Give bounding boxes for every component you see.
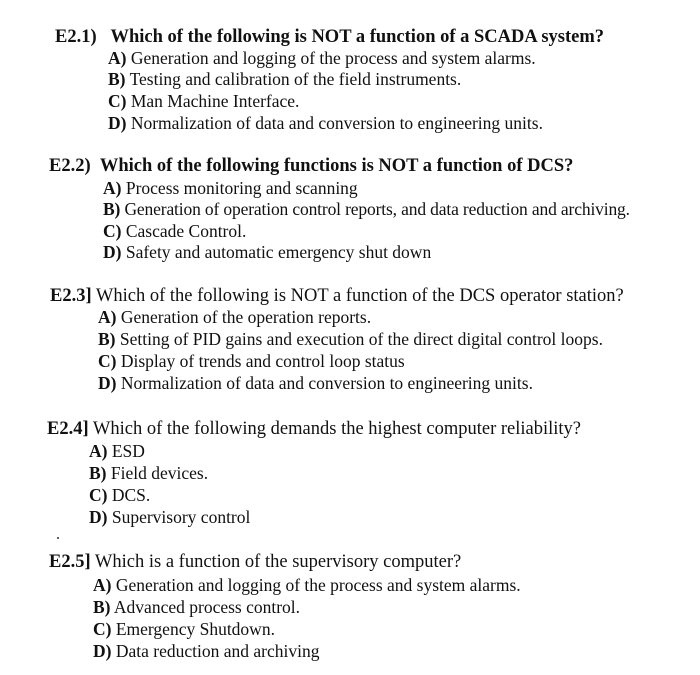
option-text: Cascade Control. (125, 221, 247, 241)
option-letter: A) (103, 178, 122, 198)
option-letter: B) (98, 329, 116, 349)
option-letter: B) (93, 597, 111, 617)
option-text: Data reduction and archiving (115, 641, 320, 661)
option-c (89, 484, 150, 506)
question-number: E2.5] (49, 552, 91, 572)
option-letter: A) (98, 307, 117, 327)
option-text: DCS. (111, 485, 151, 505)
option-d (89, 506, 250, 528)
question-number: E2.4] (47, 419, 89, 439)
question-text: Which of the following is NOT a function of the DCS operator station? (95, 286, 624, 306)
option-text: Setting of PID gains and execution of the direct digital control loops. (119, 329, 603, 349)
option-text: ESD (111, 441, 145, 461)
option-letter: C) (108, 91, 127, 111)
question-text: Which of the following is NOT a function of a SCADA system? (110, 27, 605, 47)
option-d (103, 241, 431, 263)
question-text: Which is a function of the supervisory computer? (94, 552, 462, 572)
option-letter: D) (93, 641, 112, 661)
option-b (98, 328, 603, 350)
option-c (108, 90, 299, 112)
option-letter: B) (89, 463, 107, 483)
option-text: Generation and logging of the process and system alarms. (115, 575, 521, 595)
option-letter: D) (103, 242, 122, 262)
question-number: E2.3] (50, 286, 92, 306)
option-letter: D) (108, 113, 127, 133)
option-letter: A) (108, 48, 127, 68)
option-letter: B) (108, 69, 126, 89)
question-header (50, 285, 624, 307)
option-text: Man Machine Interface. (130, 91, 300, 111)
option-text: Generation of operation control reports, and data reduction and archiving. (124, 199, 630, 219)
option-letter: C) (103, 221, 122, 241)
option-text: Testing and calibration of the field instruments. (129, 69, 462, 89)
question-header (47, 418, 581, 440)
option-c (93, 618, 275, 640)
question-header (49, 155, 573, 177)
option-text: Emergency Shutdown. (115, 619, 275, 639)
option-b (108, 68, 461, 90)
question-text: Which of the following demands the highest computer reliability? (92, 419, 581, 439)
option-letter: C) (93, 619, 112, 639)
option-b (103, 198, 630, 220)
option-a (89, 440, 145, 462)
question-header (49, 551, 461, 573)
option-letter: A) (93, 575, 112, 595)
option-c (98, 350, 405, 372)
question-number: E2.2) (49, 156, 91, 176)
stray-dot (57, 537, 59, 539)
option-d (108, 112, 543, 134)
option-text: Supervisory control (111, 507, 251, 527)
option-text: Normalization of data and conversion to engineering units. (120, 373, 533, 393)
option-a (98, 306, 371, 328)
option-letter: D) (98, 373, 117, 393)
option-b (89, 462, 208, 484)
option-letter: B) (103, 199, 121, 219)
option-text: Field devices. (110, 463, 209, 483)
option-d (98, 372, 533, 394)
question-number: E2.1) (55, 27, 97, 47)
option-letter: C) (89, 485, 108, 505)
option-a (93, 574, 521, 596)
question-header (55, 26, 604, 48)
option-text: Generation and logging of the process and system alarms. (130, 48, 536, 68)
option-text: Process monitoring and scanning (125, 178, 358, 198)
option-text: Advanced process control. (113, 597, 301, 617)
option-c (103, 220, 246, 242)
option-letter: D) (89, 507, 108, 527)
option-text: Display of trends and control loop status (120, 351, 405, 371)
option-text: Safety and automatic emergency shut down (125, 242, 432, 262)
option-letter: C) (98, 351, 117, 371)
option-a (108, 47, 536, 69)
option-d (93, 640, 319, 662)
question-text: Which of the following functions is NOT a function of DCS? (99, 156, 574, 176)
option-a (103, 177, 358, 199)
option-letter: A) (89, 441, 108, 461)
option-b (93, 596, 300, 618)
option-text: Normalization of data and conversion to engineering units. (130, 113, 543, 133)
option-text: Generation of the operation reports. (120, 307, 372, 327)
